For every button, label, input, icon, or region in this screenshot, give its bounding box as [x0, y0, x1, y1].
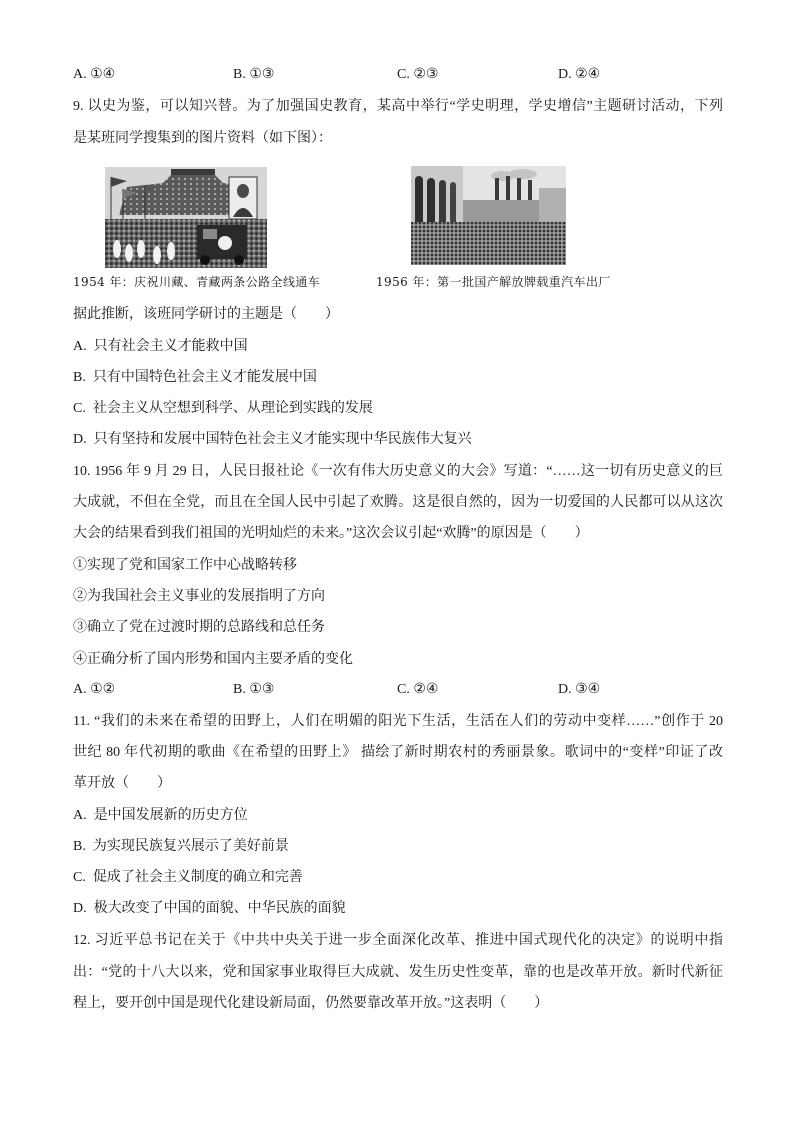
palace-roof [171, 169, 215, 175]
q9-option-c: C. 社会主义从空想到科学、从理论到实践的发展 [73, 401, 373, 416]
q11-stem-line-3: 革开放（ ） [73, 776, 171, 791]
q10-option-a: A. ①② [73, 682, 116, 697]
q11-option-d: D. 极大改变了中国的面貌、中华民族的面貌 [73, 901, 346, 916]
q10-stem-line-1: 10. 1956 年 9 月 29 日，人民日报社论《一次有伟大历史意义的大会》写道：“……这一切有历史意义的巨 [73, 464, 723, 479]
q11-stem-line-1: 11. “我们的未来在希望的田野上，人们在明媚的阳光下生活，生活在人们的劳动中变样……”创作于 20 [73, 714, 723, 729]
portrait-board [229, 177, 257, 219]
q9-stem-line-1: 9. 以史为鉴，可以知兴替。为了加强国史教育，某高中举行“学史明理，学史增信”主题研讨活动，下列 [73, 99, 723, 114]
crowd-and-trucks [411, 222, 566, 265]
q11-option-a: A. 是中国发展新的历史方位 [73, 808, 248, 823]
q10-option-d: D. ③④ [558, 682, 601, 697]
q9-photo-1954-highway [105, 167, 267, 268]
right-building [539, 188, 566, 224]
q8-option-d: D. ②④ [558, 67, 601, 82]
q8-option-a: A. ①④ [73, 67, 116, 82]
q11-stem-line-2: 世纪 80 年代初期的歌曲《在希望的田野上》 描绘了新时期农村的秀丽景象。歌词中的“变样”印证了改 [73, 745, 723, 760]
q9-option-a: A. 只有社会主义才能救中国 [73, 339, 248, 354]
q9-option-d: D. 只有坚持和发展中国特色社会主义才能实现中华民族伟大复兴 [73, 432, 472, 447]
q8-option-b: B. ①③ [233, 67, 275, 82]
q10-option-c: C. ②④ [397, 682, 439, 697]
q9-figure-1-caption: 1954 年：庆祝川藏、青藏两条公路全线通车 [73, 275, 321, 289]
q9-figure-2-caption: 1956 年：第一批国产解放牌载重汽车出厂 [376, 275, 611, 289]
q10-stem-line-2: 大成就，不但在全党，而且在全国人民中引起了欢腾。这是很自然的，因为一切爱国的人民都可以从这次 [73, 495, 723, 510]
q12-stem-line-1: 12. 习近平总书记在关于《中共中央关于进一步全面深化改革、推进中国式现代化的决定》的说明中指 [73, 933, 723, 948]
q9-option-b: B. 只有中国特色社会主义才能发展中国 [73, 370, 317, 385]
q12-stem-line-2: 出：“党的十八大以来，党和国家事业取得巨大成就、发生历史性变革，靠的也是改革开放。新时代新征 [73, 965, 723, 980]
q11-option-c: C. 促成了社会主义制度的确立和完善 [73, 870, 303, 885]
q10-statement-4: ④正确分析了国内形势和国内主要矛盾的变化 [73, 652, 353, 667]
truck [197, 225, 247, 265]
q9-photo-1956-truck-factory [411, 166, 566, 265]
q10-statement-2: ②为我国社会主义事业的发展指明了方向 [73, 589, 325, 604]
q9-question: 据此推断，该班同学研讨的主题是（ ） [73, 307, 339, 322]
q9-stem-line-2: 是某班同学搜集到的图片资料（如下图）： [73, 131, 332, 146]
q11-option-b: B. 为实现民族复兴展示了美好前景 [73, 839, 289, 854]
q10-stem-line-3: 大会的结果看到我们祖国的光明灿烂的未来。”这次会议引起“欢腾”的原因是（ ） [73, 526, 589, 541]
q10-statement-3: ③确立了党在过渡时期的总路线和总任务 [73, 620, 325, 635]
q10-option-b: B. ①③ [233, 682, 275, 697]
q8-option-c: C. ②③ [397, 67, 439, 82]
q10-statement-1: ①实现了党和国家工作中心战略转移 [73, 558, 297, 573]
q12-stem-line-3: 程上，要开创中国是现代化建设新局面，仍然要靠改革开放。”这表明（ ） [73, 996, 549, 1011]
